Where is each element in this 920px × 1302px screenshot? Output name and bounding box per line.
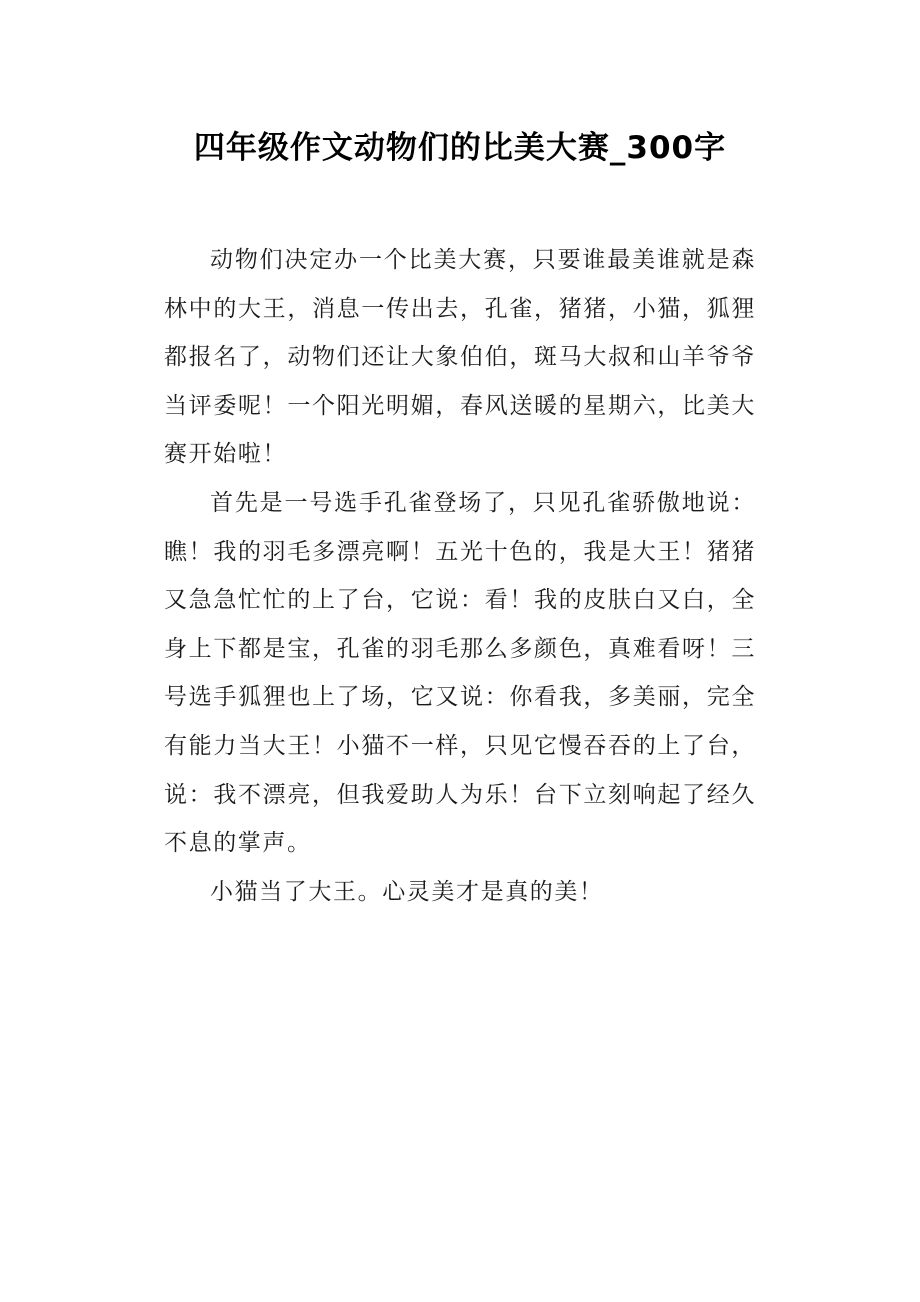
paragraph-1: 动物们决定办一个比美大赛，只要谁最美谁就是森林中的大王，消息一传出去，孔雀，猪猪，小猫，狐狸都报名了，动物们还让大象伯伯，斑马大叔和山羊爷爷当评委呢！一个阳光明媚，春风送暖的星期六，比美大赛开始啦！: [164, 247, 756, 468]
document-body: [164, 236, 756, 916]
paragraph-3: 小猫当了大王。心灵美才是真的美！: [210, 878, 604, 905]
paragraph-2: 首先是一号选手孔雀登场了，只见孔雀骄傲地说：瞧！我的羽毛多漂亮啊！五光十色的，我是大王！猪猪又急急忙忙的上了台，它说：看！我的皮肤白又白，全身上下都是宝，孔雀的羽毛那么多颜色，真难看呀！三号选手狐狸也上了场，它又说：你看我，多美丽，完全有能力当大王！小猫不一样，只见它慢吞吞的上了台，说：我不漂亮，但我爱助人为乐！台下立刻响起了经久不息的掌声。: [164, 489, 756, 857]
document-title: 四年级作文动物们的比美大赛_300字: [193, 130, 727, 166]
